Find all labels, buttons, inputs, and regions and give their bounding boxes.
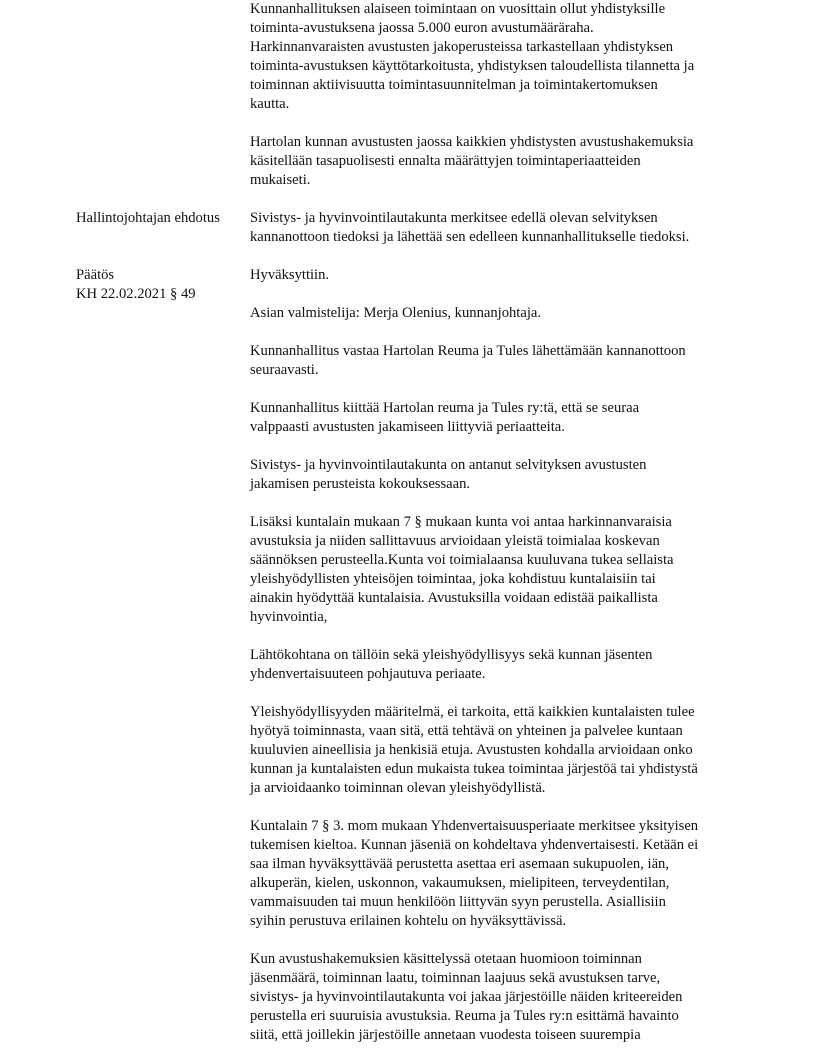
decision-preparer: Asian valmistelija: Merja Olenius, kunnanjohtaja. xyxy=(250,305,541,321)
paragraph-selvitys: Sivistys- ja hyvinvointilautakunta on antanut selvityksen avustusten jakamisen perusteista kokouksessaan. xyxy=(250,457,647,492)
paragraph-avustusmaararaha: Kunnanhallituksen alaiseen toimintaan on vuosittain ollut yhdistyksille toiminta-avustuksena jaossa 5.000 euron avustumääräraha. Harkinnanvaraisten avustusten jakoperusteissa tarkastellaan yhdistyksen toiminta-avustuksen käyttötarkoitusta, yhdistyksen taloudellista tilannetta ja toiminnan aktiivisuutta toimintasuunnitelman ja toimintakertomuksen kautta. xyxy=(250,1,695,112)
paragraph-kiitos: Kunnanhallitus kiittää Hartolan reuma ja Tules ry:tä, että se seuraa valppaasti avustusten jakamiseen liittyviä periaatteita. xyxy=(250,400,640,435)
paragraph-tasapuolisuus: Hartolan kunnan avustusten jaossa kaikkien yhdistysten avustushakemuksia käsitellään tasapuolisesti ennalta määrättyjen toimintaperiaatteiden mukaiseti. xyxy=(250,134,694,188)
decision-label: Päätös KH 22.02.2021 § 49 xyxy=(76,267,196,302)
paragraph-yleishyodyllisyys: Yleishyödyllisyyden määritelmä, ei tarkoita, että kaikkien kuntalaisten tulee hyötyä toiminnasta, vaan sitä, että tehtävä on yhteinen ja palvelee kuntaan kuuluvien aineellisia ja henkisiä etuja. Avustusten kohdalla arvioidaan onko kunnan ja kuntalaisten edun mukaista tukea toimintaa järjestöä tai yhdistystä ja arvioidaanko toiminnan olevan yleishyödyllistä. xyxy=(250,704,698,796)
paragraph-kriteerit: Kun avustushakemuksien käsittelyssä otetaan huomioon toiminnan jäsenmäärä, toiminnan laatu, toiminnan laajuus sekä avustuksen tarve, sivistys- ja hyvinvointilautakunta voi jakaa järjestöille näiden kriteereiden perustella eri suuruisia avustuksia. Reuma ja Tules ry:n esittämä havainto siitä, että joillekin järjestöille annetaan vuodesta toiseen suurempia xyxy=(250,951,683,1043)
paragraph-lahtokohta: Lähtökohtana on tällöin sekä yleishyödyllisyys sekä kunnan jäsenten yhdenvertaisuuteen pohjautuva periaate. xyxy=(250,647,653,682)
paragraph-kuntalaki-7: Lisäksi kuntalain mukaan 7 § mukaan kunta voi antaa harkinnanvaraisia avustuksia ja niiden sallittavuus arvioidaan yleistä toimialaa koskevan säännöksen perusteella.Kunta voi toimialaansa kuuluvana tukea sellaista yleishyödyllisten yhteisöjen toimintaa, joka kohdistuu kuntalaisiin tai ainakin hyödyttää kuntalaisia. Avustuksilla voidaan edistää paikallista hyvinvointia, xyxy=(250,514,674,625)
paragraph-yhdenvertaisuus: Kuntalain 7 § 3. mom mukaan Yhdenvertaisuusperiaate merkitsee yksityisen tukemisen kieltoa. Kunnan jäseniä on kohdeltava yhdenvertaisesti. Ketään ei saa ilman hyväksyttävää perustetta asettaa eri asemaan sukupuolen, iän, alkuperän, kielen, uskonnon, vakaumuksen, mielipiteen, terveydentilan, vammaisuuden tai muun henkilöön liittyvän syyn perustella. Asiallisiin syihin perustuva erilainen kohtelu on hyväksyttävissä. xyxy=(250,818,699,929)
proposal-label: Hallintojohtajan ehdotus xyxy=(76,210,220,226)
proposal-text: Sivistys- ja hyvinvointilautakunta merkitsee edellä olevan selvityksen kannanottoon tiedoksi ja lähettää sen edelleen kunnanhallitukselle tiedoksi. xyxy=(250,210,690,245)
paragraph-kannanotto: Kunnanhallitus vastaa Hartolan Reuma ja Tules lähettämään kannanottoon seuraavasti. xyxy=(250,343,686,378)
decision-approved: Hyväksyttiin. xyxy=(250,267,330,283)
